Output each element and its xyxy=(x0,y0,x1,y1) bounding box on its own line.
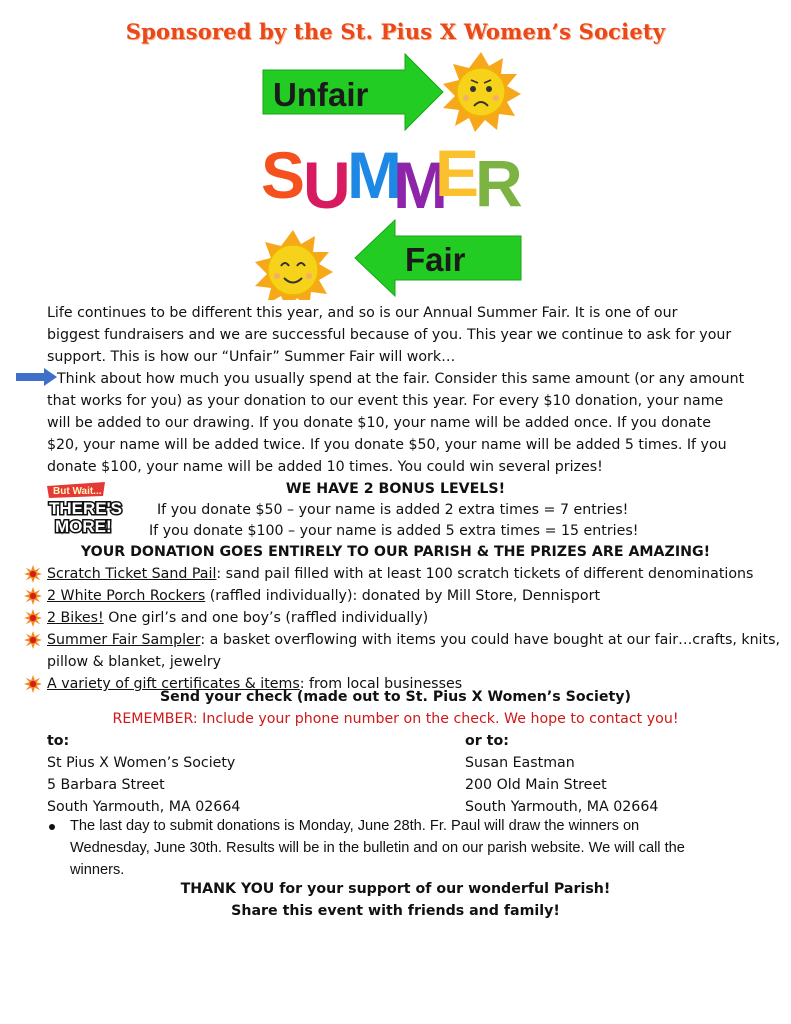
address-left xyxy=(47,730,240,818)
list-item xyxy=(47,629,787,651)
details-line: Think about how much you usually spend at the fair. Consider this same amount (or any amount xyxy=(57,371,745,387)
share-line: Share this event with friends and family! xyxy=(231,903,560,919)
address-label: to: xyxy=(47,733,70,749)
details-paragraph xyxy=(47,368,744,478)
prize-desc: One girl’s and one boy’s (raffled individually) xyxy=(103,610,429,626)
prize-title: 2 Bikes! xyxy=(47,610,104,626)
prize-list xyxy=(47,563,787,695)
badge-mid-text: THERE'S xyxy=(49,499,122,518)
badge-top-text: But Wait... xyxy=(53,486,102,497)
burst-bullet-icon xyxy=(24,609,42,627)
address-label: or to: xyxy=(465,733,509,749)
badge-bot-text: MORE! xyxy=(55,517,112,536)
summer-letter: R xyxy=(475,146,523,220)
details-line: donate $100, your name will be added 10 times. You could win several prizes! xyxy=(47,459,603,475)
list-item xyxy=(47,585,787,607)
summer-letter: E xyxy=(435,136,480,210)
theres-more-badge xyxy=(45,480,141,536)
address-name: St Pius X Women’s Society xyxy=(47,755,236,771)
address-city: South Yarmouth, MA 02664 xyxy=(47,799,241,815)
prize-desc: : a basket overflowing with items you could have bought at our fair…crafts, knits, xyxy=(200,632,780,648)
burst-bullet-icon xyxy=(24,631,42,649)
bullet-dot xyxy=(49,824,55,830)
summer-letter: S xyxy=(261,138,306,212)
address-street: 200 Old Main Street xyxy=(465,777,607,793)
fair-label: Fair xyxy=(405,241,466,278)
prize-title: A variety of gift certificates & items xyxy=(47,676,300,692)
send-check-line: Send your check (made out to St. Pius X Women’s Society) xyxy=(159,689,632,705)
prize-desc: (raffled individually): donated by Mill Store, Dennisport xyxy=(205,588,601,604)
prize-title: 2 White Porch Rockers xyxy=(47,588,206,604)
deadline-line: winners. xyxy=(70,862,125,878)
list-item xyxy=(47,563,787,585)
summer-word xyxy=(261,136,523,222)
address-right xyxy=(465,730,658,818)
address-name: Susan Eastman xyxy=(465,755,575,771)
sponsor-heading: Sponsored by the St. Pius X Women’s Society xyxy=(125,19,666,44)
summer-fair-logo xyxy=(255,48,530,300)
summer-letter: M xyxy=(347,138,402,212)
deadline-paragraph xyxy=(70,815,685,881)
deadline-line: The last day to submit donations is Monday, June 28th. Fr. Paul will draw the winners on xyxy=(70,818,640,834)
prize-title: Scratch Ticket Sand Pail xyxy=(47,566,217,582)
burst-bullet-icon xyxy=(24,587,42,605)
donation-banner: YOUR DONATION GOES ENTIRELY TO OUR PARISH & THE PRIZES ARE AMAZING! xyxy=(80,544,711,560)
address-street: 5 Barbara Street xyxy=(47,777,165,793)
list-item xyxy=(47,607,787,629)
details-line: $20, your name will be added twice. If you donate $50, your name will be added 5 times. If you xyxy=(47,437,727,453)
remember-line: REMEMBER: Include your phone number on the check. We hope to contact you! xyxy=(112,711,679,727)
bonus-level-1: If you donate $50 – your name is added 2 extra times = 7 entries! xyxy=(157,502,629,518)
details-line: that works for you) as your donation to our event this year. For every $10 donation, your name xyxy=(47,393,724,409)
unfair-label: Unfair xyxy=(273,76,369,113)
happy-sun-icon xyxy=(255,230,333,300)
sad-sun-icon xyxy=(443,52,521,132)
intro-line: biggest fundraisers and we are successful because of you. This year we continue to ask for your xyxy=(47,327,732,343)
bonus-heading: WE HAVE 2 BONUS LEVELS! xyxy=(285,481,506,497)
prize-title: Summer Fair Sampler xyxy=(47,632,201,648)
address-city: South Yarmouth, MA 02664 xyxy=(465,799,659,815)
intro-line: Life continues to be different this year, and so is our Annual Summer Fair. It is one of our xyxy=(47,305,678,321)
deadline-line: Wednesday, June 30th. Results will be in the bulletin and on our parish website. We will call the xyxy=(70,840,685,856)
burst-bullet-icon xyxy=(24,565,42,583)
prize-desc: : from local businesses xyxy=(299,676,463,692)
details-line: will be added to our drawing. If you donate $10, your name will be added once. If you donate xyxy=(47,415,711,431)
list-item-continued: pillow & blanket, jewelry xyxy=(47,654,222,670)
intro-line: support. This is how our “Unfair” Summer Fair will work… xyxy=(47,349,456,365)
summer-letter: U xyxy=(303,148,351,222)
prize-desc: : sand pail filled with at least 100 scratch tickets of different denominations xyxy=(216,566,754,582)
summer-letter: M xyxy=(393,148,448,222)
bonus-level-2: If you donate $100 – your name is added 5 extra times = 15 entries! xyxy=(149,523,639,539)
intro-paragraph xyxy=(47,302,731,368)
thank-you-line: THANK YOU for your support of our wonderful Parish! xyxy=(180,881,611,897)
